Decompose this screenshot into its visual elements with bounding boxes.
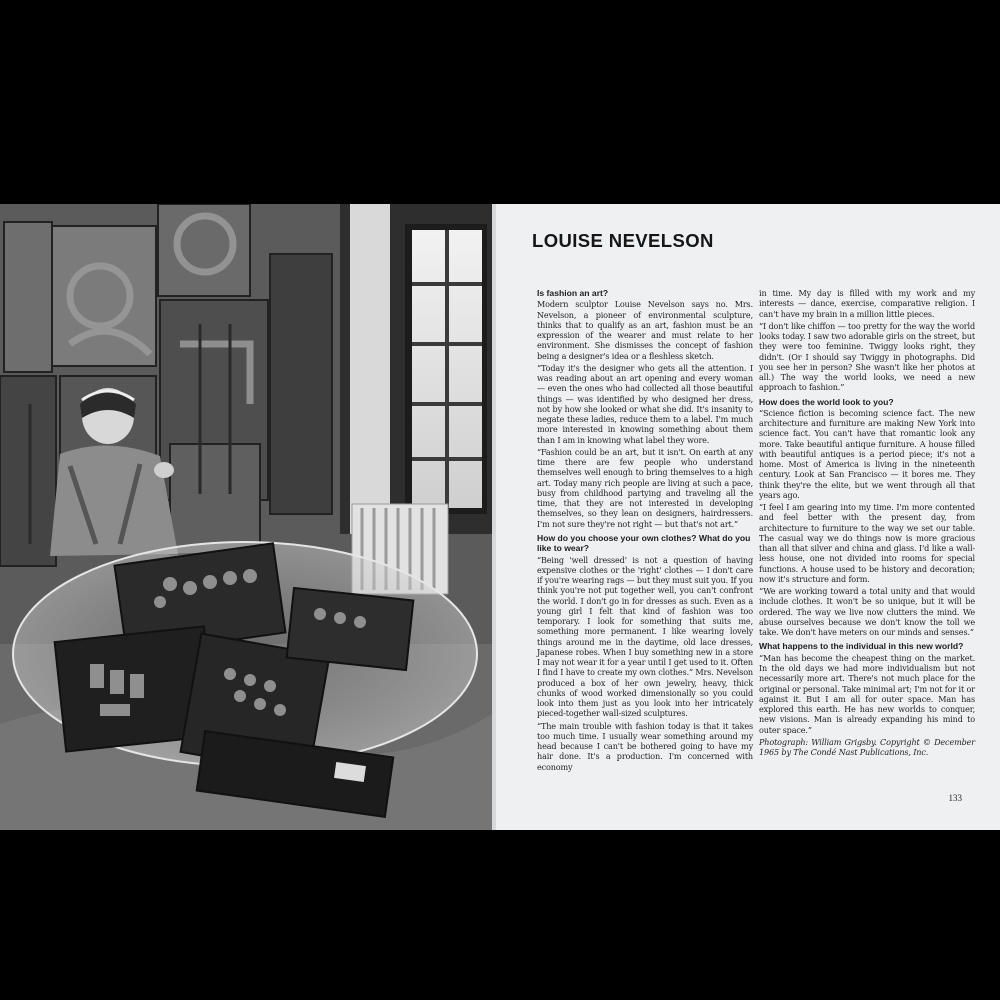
section-heading: Is fashion an art?	[537, 288, 609, 298]
body-paragraph: “I feel I am gearing into my time. I'm more contented and feel better with the present day, from architecture to furniture to the way we set our table. The casual way we do things now is more gracious than all that silver and china and glass. I'd like a wall-less house, one not divided into rooms for special functions. A house used to be history and decoration; now it's structure and form.	[759, 502, 975, 584]
magazine-spread	[0, 204, 1000, 830]
body-paragraph: “Science fiction is becoming science fact. The new architecture and furniture are making New York into science fact. You can't have that romantic look any more. Take beautiful antique furniture. A house filled with beautiful antiques is a period piece; it's not a home. Most of America is living in the nineteenth century. Look at San Francisco — it bores me. They think they're the elite, but we went through all that years ago.	[759, 407, 975, 500]
section-heading: What happens to the individual in this new world?	[759, 641, 964, 652]
article-page	[496, 204, 1000, 830]
body-paragraph: “I don't like chiffon — too pretty for the way the world looks today. I saw two adorable girls on the street, but they were too feminine. Twiggy looks right, they didn't. (Or I should say Twiggy in photographs. Did you see her in person? She wasn't like her photos at all.) The way the world looks, we need a new approach to fashion.”	[759, 320, 975, 393]
body-paragraph: “Man has become the cheapest thing on the market. In the old days we had more individualism but not necessarily more art. There's not much place for the original or personal. Take minimal art; I'm not for it or against it. But I am all for outer space. Man has explored this earth. He has new worlds to conquer, new visions. Man is already expanding his mind to outer space.”	[759, 652, 975, 735]
body-paragraph: “Fashion could be an art, but it isn't. On earth at any time there are few people who understand themselves well enough to bring themselves to a high art. Today many rich people are living at such a pace, busy from childhood partying and traveling all the time, that they are not interested in developing themselves, so they lean on designers, hairdressers. I'm not sure they're not right — but that's not art.”	[537, 446, 753, 529]
body-paragraph: “The main trouble with fashion today is that it takes too much time. I usually wear something around my head because I can't be bothered going to have my hair done. It's a production. I'm concerned with economy	[537, 720, 753, 772]
page-number: 133	[948, 793, 962, 803]
text-column-left	[537, 288, 753, 774]
photo-illustration	[0, 204, 492, 830]
section-heading: How does the world look to you?	[759, 396, 894, 407]
body-paragraph: in time. My day is filled with my work and my interests — dance, exercise, comparative religion. I can't have my brain in a million little pieces.	[759, 288, 975, 319]
body-paragraph: Modern sculptor Louise Nevelson says no. Mrs. Nevelson, a pioneer of environmental sculpture, thinks that to qualify as an art, fashion must be an expression of the wearer and must relate to her environment. She dismisses the concept of fashion being a designer's idea or a fleshless sketch.	[537, 299, 753, 361]
body-paragraph: “We are working toward a total unity and that would include clothes. It won't be so unique, but it will be ordered. The way we live now clutters the mind. We abuse ourselves because we don't know the toll we take. We don't have meters on our minds and senses.”	[759, 586, 975, 638]
body-paragraph: “Being 'well dressed' is not a question of having expensive clothes or the 'right' clothes — I don't care if you're wearing rags — but they must suit you. If you think you're not put together well, you can't confront the world. I don't go in for dresses as such. Even as a young girl I felt that kind of fashion was too temporary. I look for something that suits me, something more permanent. I like wearing lovely things around me in the daytime, old lace dresses, Japanese robes. When I buy something new in a store I may not wear it for a year until I get used to it. Often I find I have to create my own clothes.” Mrs. Nevelson produced a box of her own jewelry, heavy, thick chunks of wood worked dimensionally so you could look into them just as you look into her intricately pieced-together wall-sized sculptures.	[537, 554, 753, 719]
text-column-right	[759, 288, 975, 759]
article-title: LOUISE NEVELSON	[532, 230, 714, 251]
body-paragraph: “Today it's the designer who gets all the attention. I was reading about an art opening and every woman — even the ones who had collected all those beautiful things — was identified by who designed her dress, not by how she looked or what she did. It's insanity to negate these ladies, reduce them to a label. I'm much more interested in knowing something about them than I am in knowing what label they wore.	[537, 362, 753, 445]
photo-credit: Photograph: William Grigsby. Copyright © December 1965 by The Condé Nast Publications, Inc.	[759, 736, 975, 758]
nevelson-photograph	[0, 204, 492, 830]
section-heading: How do you choose your own clothes? What do you like to wear?	[537, 532, 751, 554]
